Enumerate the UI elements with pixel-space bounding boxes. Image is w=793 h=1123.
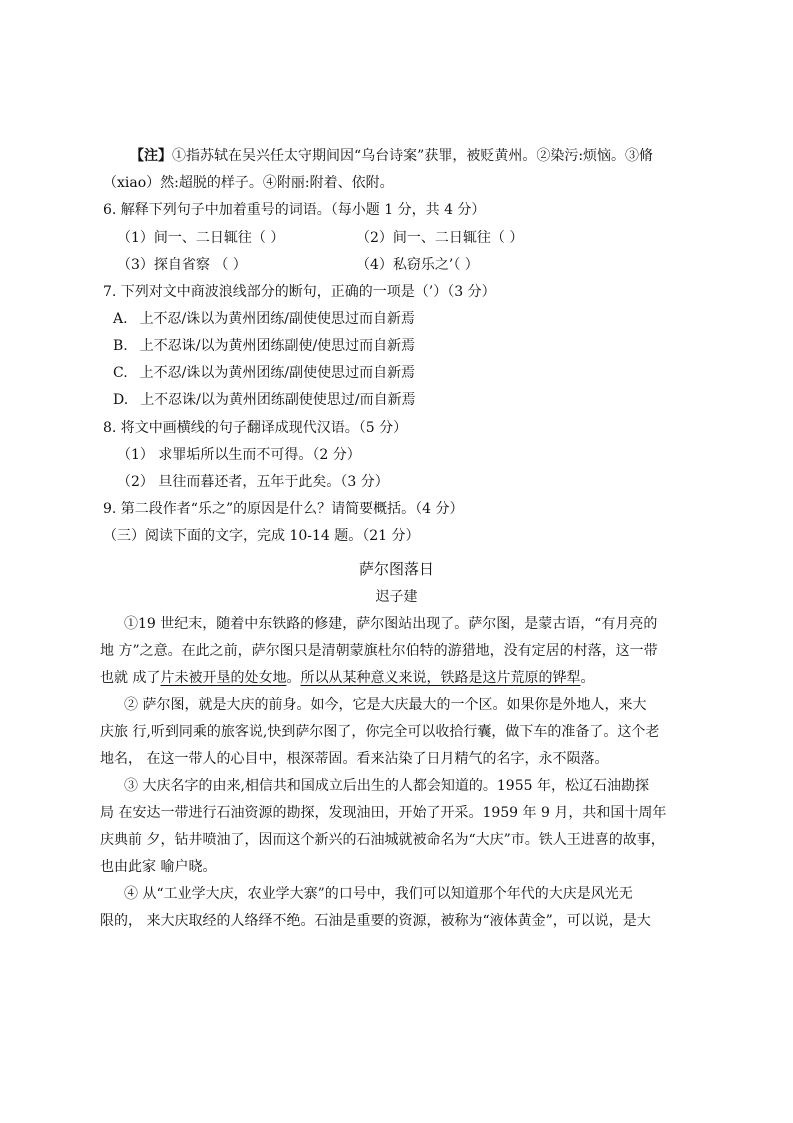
- paragraph-1-line-2: 地 方”之意。在此之前，萨尔图只是清朝蒙旗杜尔伯特的游猎地，没有定居的村落，这一带: [100, 643, 658, 659]
- question-7-option-c: [113, 363, 415, 383]
- paragraph-4-line-2: 限的， 来大庆取经的人络绎不绝。石油是重要的资源，被称为“液体黄金”，可以说，是大: [100, 913, 651, 929]
- paragraph-3-line-2: 局 在安达一带进行石油资源的勘探，发现油田，开始了开采。1959 年 9 月，共和国十周年: [100, 805, 667, 821]
- paragraph-1-line-3-start: 也就 成了: [100, 670, 161, 686]
- question-6-item-2: （2）间一、二日辄往（ ）: [356, 230, 524, 246]
- paragraph-2-line-1: ② 萨尔图，就是大庆的前身。如今，它是大庆最大的一个区。如果你是外地人，来大: [124, 697, 647, 713]
- question-6-stem: 6. 解释下列句子中加着重号的词语。（每小题 1 分，共 4 分）: [103, 202, 486, 218]
- question-7-option-a: [113, 309, 415, 329]
- question-8-stem: 8. 将文中画横线的句子翻译成现代汉语。（5 分）: [103, 420, 408, 436]
- punctuation: 。: [286, 670, 301, 686]
- underlined-sentence-2: 所以从某种意义来说，铁路是这片荒原的铧犁: [300, 670, 581, 686]
- paragraph-2-line-2: 庆旅 行,听到同乘的旅客说,快到萨尔图了，你完全可以收拾行囊，做下车的准备了。这个老: [100, 724, 660, 740]
- question-8-item-2: （2） 旦往而暮还者，五年于此矣。（3 分）: [117, 474, 389, 490]
- paragraph-3-line-3: 庆典前 夕，钻井喷油了，因而这个新兴的石油城就被命名为“大庆”市。铁人王进喜的故事，: [100, 832, 665, 848]
- option-text: 上不忍诛/以为黄州团练副使使思过/而自新焉: [140, 392, 416, 408]
- question-7-option-b: [113, 336, 415, 356]
- option-letter: D.: [113, 392, 129, 408]
- paragraph-4-line-1: ④ 从“工业学大庆，农业学大寨”的口号中，我们可以知道那个年代的大庆是风光无: [124, 886, 633, 902]
- paragraph-2-line-3: 地名， 在这一带人的心目中，根深蒂固。看来沾染了日月精气的名字，永不陨落。: [100, 751, 609, 767]
- option-letter: C.: [113, 365, 128, 381]
- section-3-heading: （三）阅读下面的文字，完成 10-14 题。（21 分）: [103, 528, 420, 544]
- paragraph-3-line-1: ③ 大庆名字的由来,相信共和国成立后出生的人都会知道的。1955 年，松辽石油勘探: [124, 778, 649, 794]
- option-text: 上不忍/诛以为黄州团练/副使使思过而自新焉: [139, 311, 415, 327]
- article-title: 萨尔图落日: [358, 560, 434, 578]
- underlined-phrase-1: 片未被开垦的处女地: [160, 670, 287, 686]
- note-line-1: [130, 146, 653, 166]
- paragraph-1-line-1: ①19 世纪末，随着中东铁路的修建，萨尔图站出现了。萨尔图，是蒙古语，“有月亮的: [124, 616, 658, 632]
- question-7-option-d: [113, 390, 416, 410]
- option-letter: B.: [113, 338, 128, 354]
- paragraph-3-line-4: 也由此家 喻户晓。: [100, 859, 217, 875]
- question-6-item-3: （3）探自省察 （ ）: [117, 257, 247, 273]
- option-text: 上不忍/诛以为黄州团练/副使使思过而自新焉: [139, 365, 416, 381]
- question-9-stem: 9. 第二段作者“乐之”的原因是什么？请简要概括。（4 分）: [103, 501, 464, 517]
- note-label: 【注】: [130, 148, 172, 164]
- question-6-item-1: （1）间一、二日辄往（ ）: [117, 230, 285, 246]
- article-author: 迟子建: [375, 589, 418, 605]
- note-line-2: （xiao）然:超脱的样子。④附丽:附着、依附。: [103, 175, 394, 191]
- paragraph-1-line-3: [100, 668, 594, 688]
- punctuation: 。: [580, 670, 595, 686]
- option-letter: A.: [113, 311, 128, 327]
- question-6-item-4: （4）私窃乐之’（ ）: [356, 257, 479, 273]
- question-7-stem: 7. 下列对文中商波浪线部分的断句，正确的一项是（’）（3 分）: [103, 284, 496, 300]
- question-8-item-1: （1） 求罪垢所以生而不可得。（2 分）: [117, 447, 361, 463]
- option-text: 上不忍诛/以为黄州团练副使/使思过而自新焉: [139, 338, 416, 354]
- note-text-1: ①指苏轼在吴兴任太守期间因“乌台诗案”获罪，被贬黄州。②染污:烦恼。③脩: [172, 148, 654, 164]
